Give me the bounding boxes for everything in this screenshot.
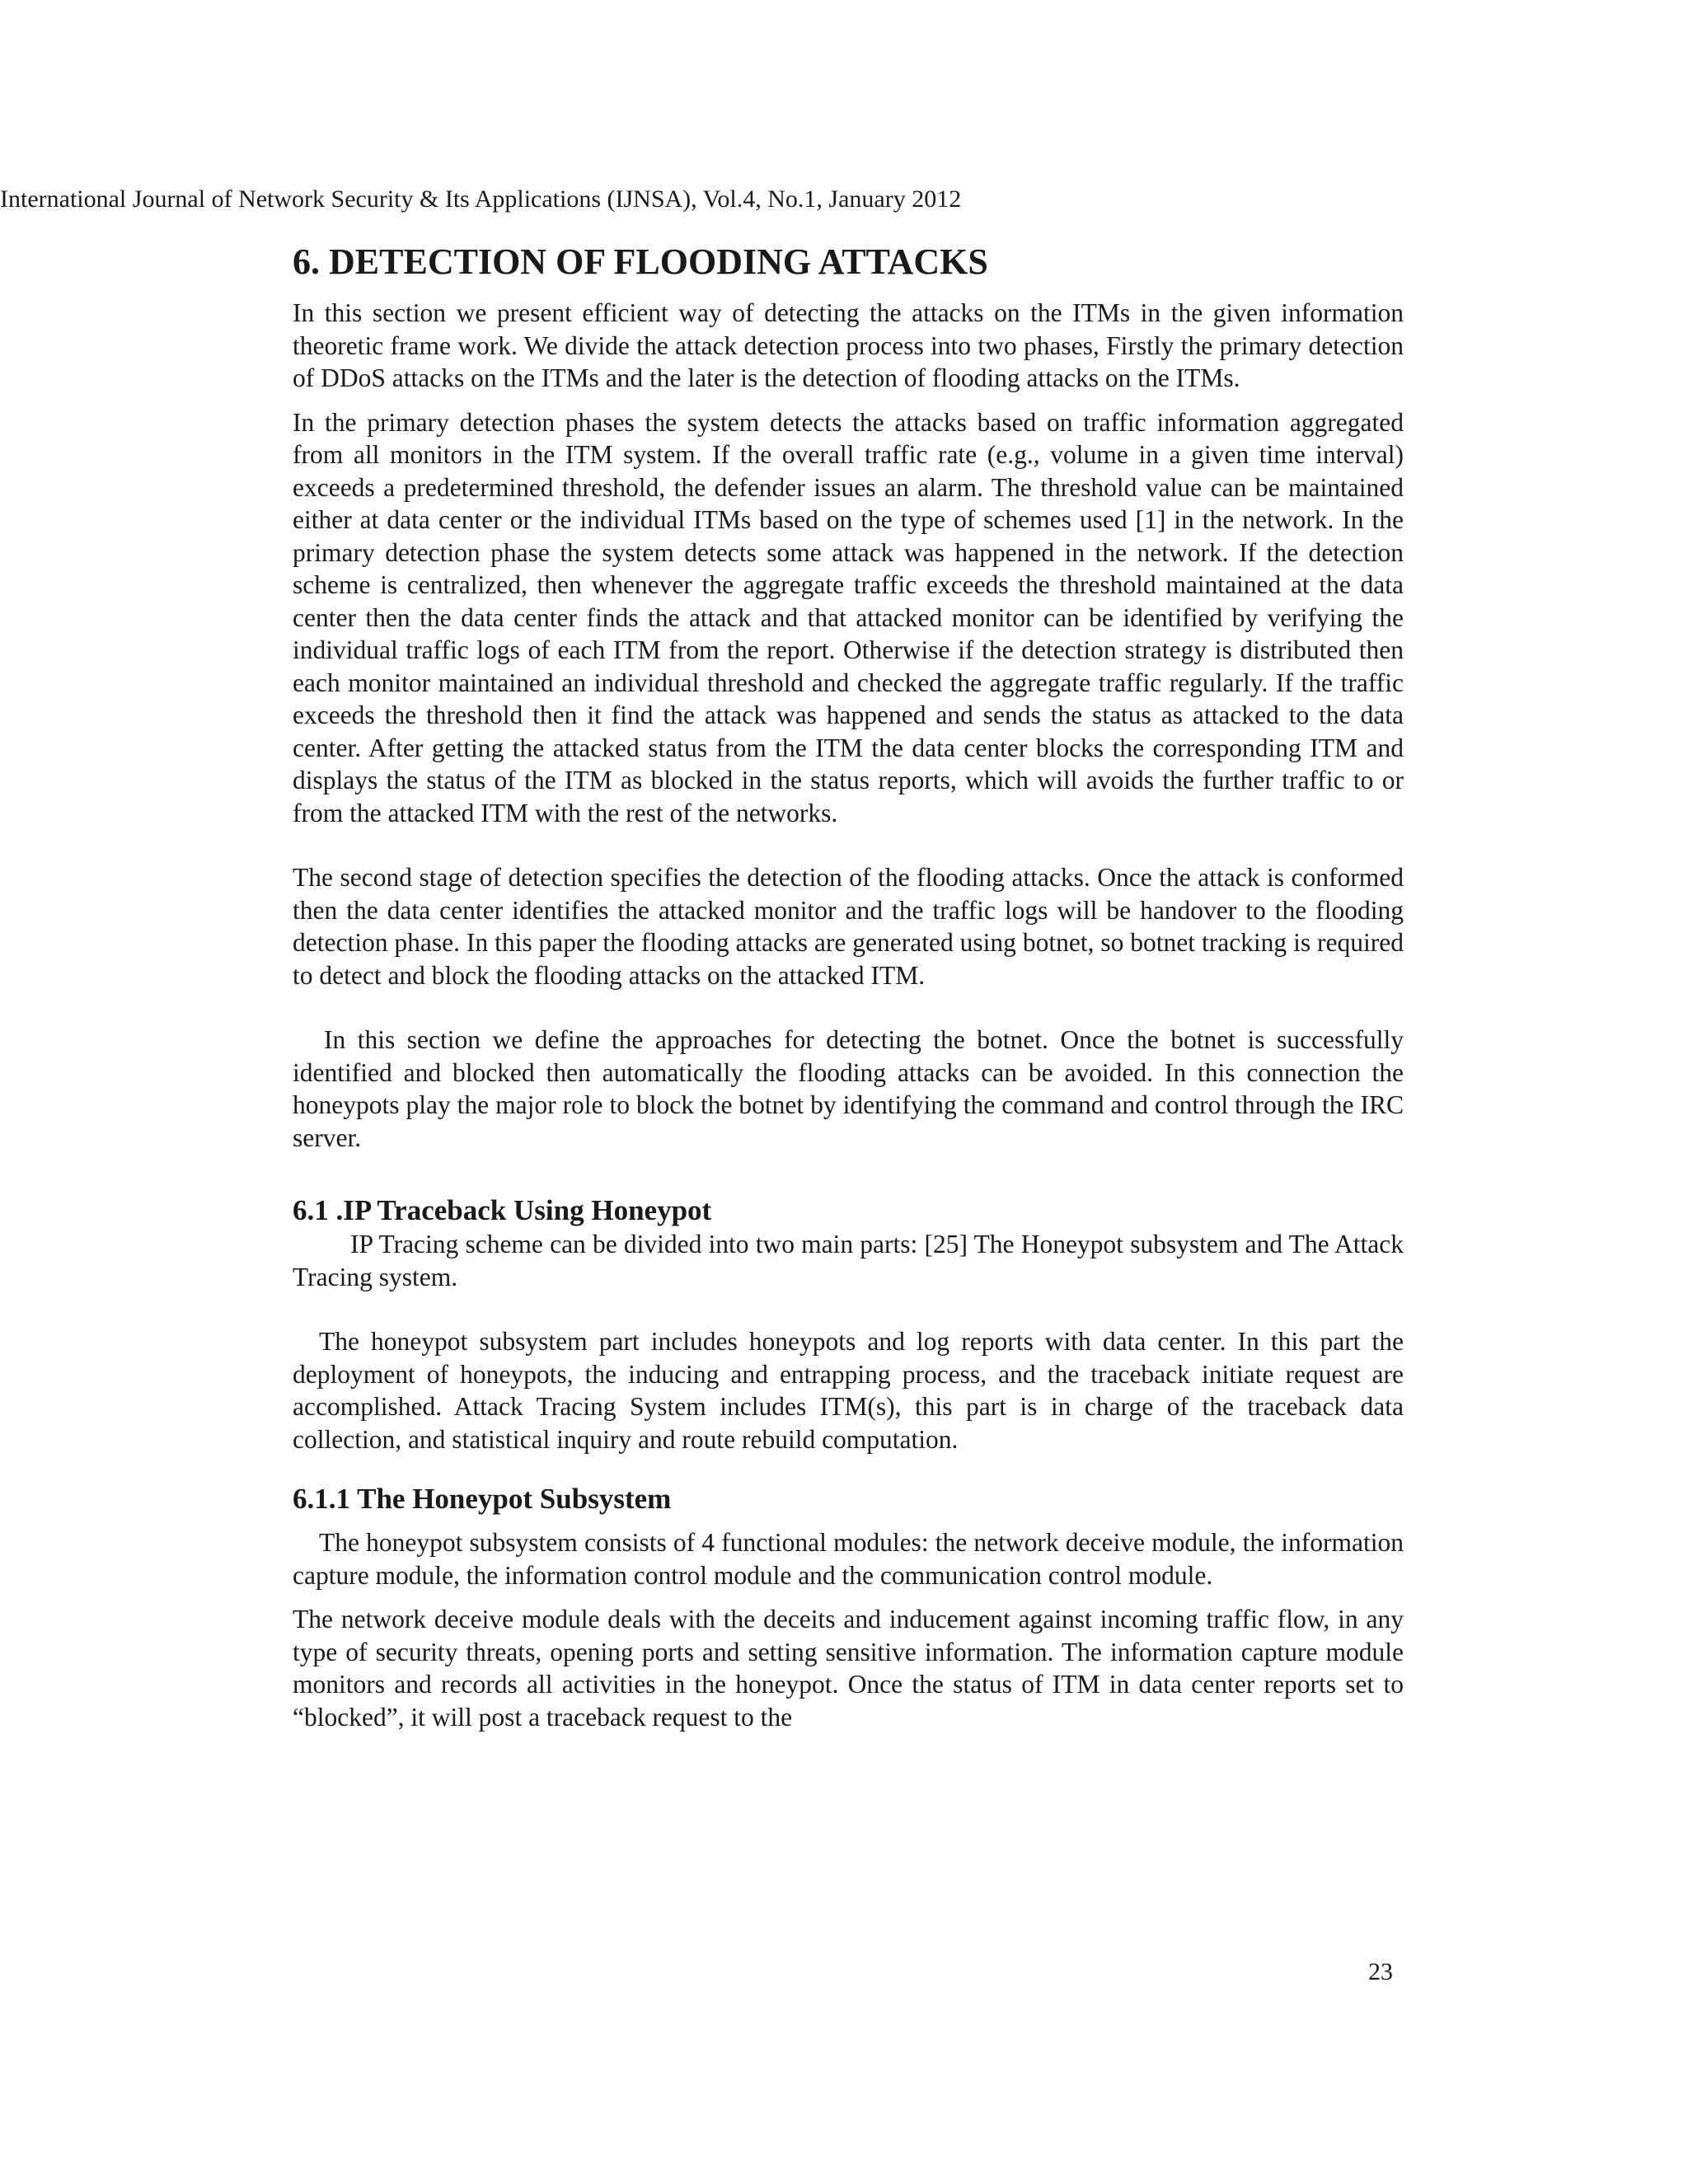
running-header: International Journal of Network Security & Its Applications (IJNSA), Vol.4, No.1, January 2012 [0,185,962,213]
subsection-title: 6.1.1 The Honeypot Subsystem [293,1483,672,1515]
body-paragraph: In the primary detection phases the system detects the attacks based on traffic information aggregated from all monitors in the ITM system. If the overall traffic rate (e.g., volume in a given time interval) exceeds a predetermined threshold, the defender issues an alarm. The threshold value can be maintained either at data center or the individual ITMs based on the type of schemes used [1] in the network. In the primary detection phase the system detects some attack was happened in the network. If the detection scheme is centralized, then whenever the aggregate traffic exceeds the threshold maintained at the data center then the data center finds the attack and that attacked monitor can be identified by verifying the individual traffic logs of each ITM from the report. Otherwise if the detection strategy is distributed then each monitor maintained an individual threshold and checked the aggregate traffic regularly. If the traffic exceeds the threshold then it find the attack was happened and sends the status as attacked to the data center. After getting the attacked status from the ITM the data center blocks the corresponding ITM and displays the status of the ITM as blocked in the status reports, which will avoids the further traffic to or from the attacked ITM with the rest of the networks. [293,407,1404,827]
body-paragraph: In this section we define the approaches for detecting the botnet. Once the botnet is successfully identified and blocked then automatically the flooding attacks can be avoided. In this connection the honeypots play the major role to block the botnet by identifying the command and control through the IRC server. [293,1025,1404,1152]
body-paragraph: The second stage of detection specifies the detection of the flooding attacks. Once the attack is conformed then the data center identifies the attacked monitor and the traffic logs will be handover to the flooding detection phase. In this paper the flooding attacks are generated using botnet, so botnet tracking is required to detect and block the flooding attacks on the attacked ITM. [293,863,1404,990]
body-paragraph: In this section we present efficient way of detecting the attacks on the ITMs in the given information theoretic frame work. We divide the attack detection process into two phases, Firstly the primary detection of DDoS attacks on the ITMs and the later is the detection of flooding attacks on the ITMs. [293,298,1404,392]
body-paragraph: IP Tracing scheme can be divided into two main parts: [25] The Honeypot subsystem and The Attack Tracing system. [293,1230,1404,1291]
subsection-title: 6.1 .IP Traceback Using Honeypot [293,1194,712,1226]
page-content [293,239,1404,1733]
body-paragraph: The network deceive module deals with the deceits and inducement against incoming traffic flow, in any type of security threats, opening ports and setting sensitive information. The information capture module monitors and records all activities in the honeypot. Once the status of ITM in data center reports set to “blocked”, it will post a traceback request to the [293,1605,1404,1732]
body-paragraph: The honeypot subsystem part includes honeypots and log reports with data center. In this part the deployment of honeypots, the inducing and entrapping process, and the traceback initiate request are accomplished. Attack Tracing System includes ITM(s), this part is in charge of the traceback data collection, and statistical inquiry and route rebuild computation. [293,1327,1404,1454]
page-number: 23 [1368,1958,1393,1985]
section-title: 6. DETECTION OF FLOODING ATTACKS [293,241,988,282]
body-paragraph: The honeypot subsystem consists of 4 functional modules: the network deceive module, the information capture module, the information control module and the communication control module. [293,1528,1404,1590]
